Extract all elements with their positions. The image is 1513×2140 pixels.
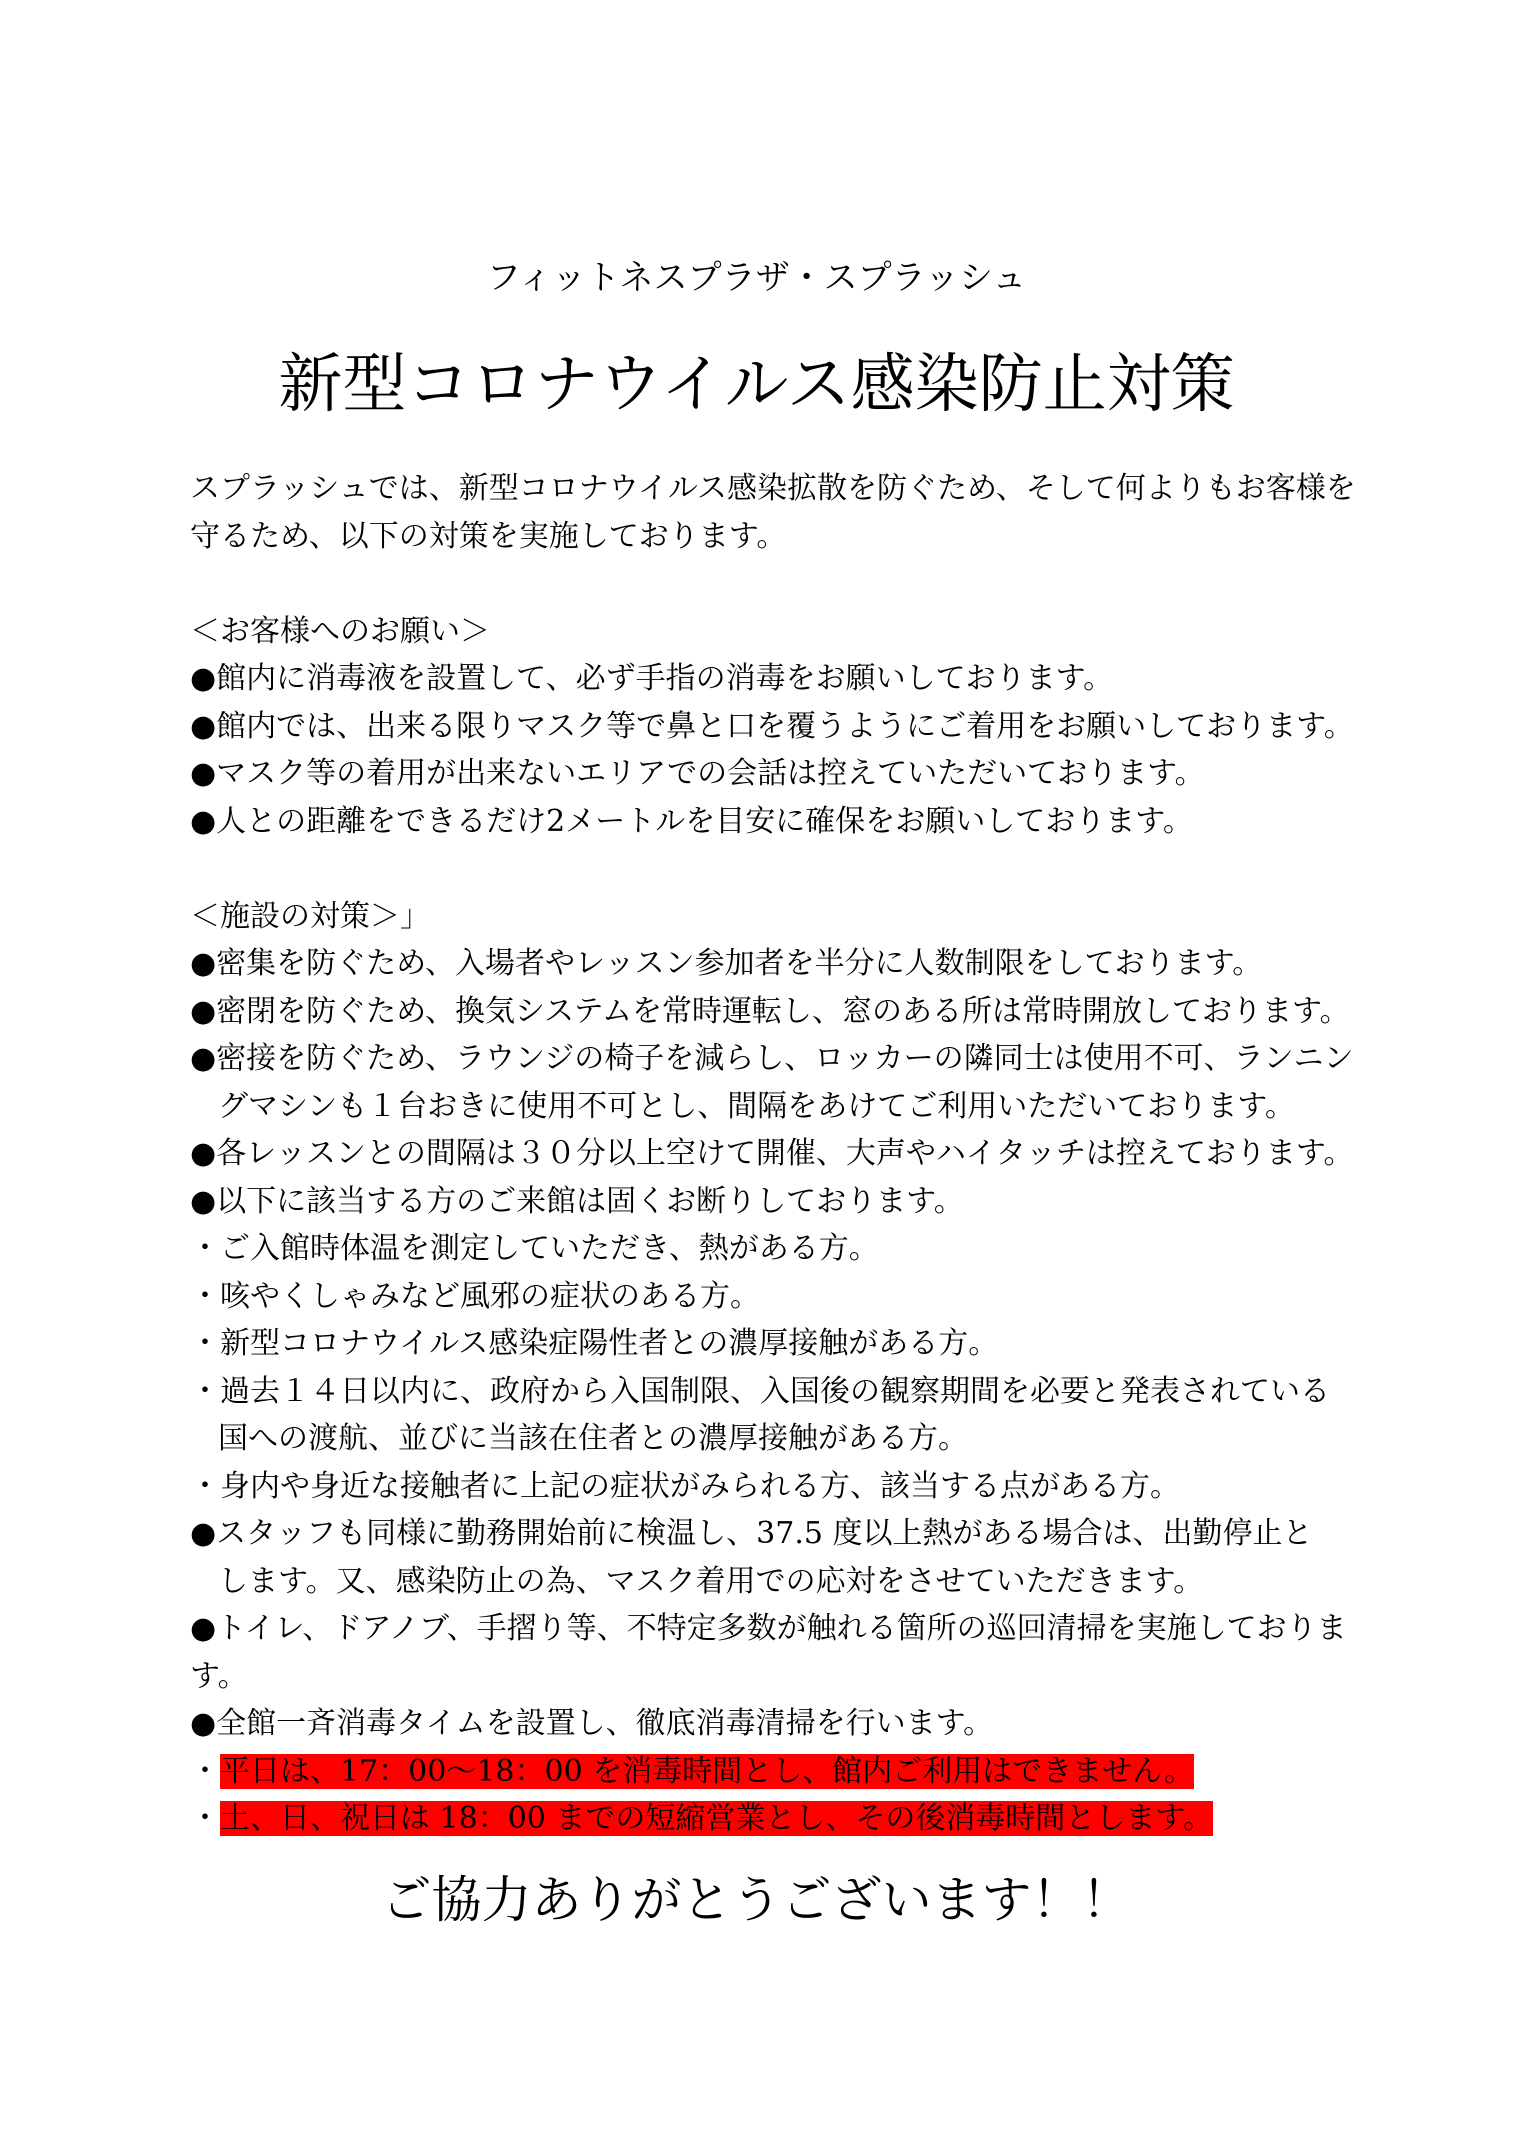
facility-name: フィットネスプラザ・スプラッシュ bbox=[486, 258, 1027, 298]
spacer bbox=[190, 845, 1340, 893]
facility-measure-line: グマシンも１台おきに使用不可とし、間隔をあけてご利用いただいております。 bbox=[218, 1088, 1295, 1124]
facility-measure-line: ●トイレ、ドアノブ、手摺り等、不特定多数が触れる箇所の巡回清掃を実施しておりま bbox=[190, 1611, 1347, 1646]
highlighted-notice-weekday: 平日は、17：00～18：00 を消毒時間とし、館内ご利用はできません。 bbox=[220, 1753, 1195, 1789]
facility-measure-line: します。又、感染防止の為、マスク着用での応対をさせていただきます。 bbox=[218, 1563, 1204, 1599]
highlight-line-weekday bbox=[190, 1748, 1340, 1796]
facility-measure-line: ●密集を防ぐため、入場者やレッスン参加者を半分に人数制限をしております。 bbox=[190, 946, 1263, 981]
refusal-condition-line: ・身内や身近な接触者に上記の症状がみられる方、該当する点がある方。 bbox=[190, 1468, 1180, 1504]
facility-measure-line: ●全館一斉消毒タイムを設置し、徹底消毒清掃を行います。 bbox=[190, 1706, 994, 1741]
spacer bbox=[190, 560, 1340, 608]
intro-line: スプラッシュでは、新型コロナウイルス感染拡散を防ぐため、そして何よりもお客様を bbox=[190, 471, 1356, 506]
refusal-condition-line: ・ご入館時体温を測定していただき、熱がある方。 bbox=[190, 1231, 879, 1266]
highlighted-notice-weekend: 土、日、祝日は 18：00 までの短縮営業とし、その後消毒時間とします。 bbox=[220, 1801, 1214, 1836]
highlight-line-weekend bbox=[190, 1795, 1340, 1843]
refusal-condition-line: ・咳やくしゃみなど風邪の症状のある方。 bbox=[190, 1278, 760, 1314]
facility-measure-line: ●密接を防ぐため、ラウンジの椅子を減らし、ロッカーの隣同士は使用不可、ランニン bbox=[190, 1041, 1354, 1076]
customer-section-heading: ＜お客様へのお願い＞ bbox=[190, 613, 490, 649]
refusal-condition-line: ・新型コロナウイルス感染症陽性者との濃厚接触がある方。 bbox=[190, 1326, 999, 1361]
customer-request-item: ●館内に消毒液を設置して、必ず手指の消毒をお願いしております。 bbox=[190, 661, 1114, 696]
customer-request-item: ●人との距離をできるだけ2メートルを目安に確保をお願いしております。 bbox=[190, 803, 1193, 839]
document-body bbox=[190, 465, 1356, 1843]
refusal-condition-line: 国への渡航、並びに当該在住者との濃厚接触がある方。 bbox=[218, 1421, 968, 1456]
bullet-dot: ・ bbox=[190, 1801, 220, 1836]
facility-measure-line: ●スタッフも同様に勤務開始前に検温し、37.5 度以上熱がある場合は、出勤停止と bbox=[190, 1516, 1313, 1551]
intro-line: 守るため、以下の対策を実施しております。 bbox=[190, 518, 787, 554]
customer-request-item: ●館内では、出来る限りマスク等で鼻と口を覆うようにご着用をお願いしております。 bbox=[190, 708, 1354, 744]
facility-measure-line: ●密閉を防ぐため、換気システムを常時運転し、窓のある所は常時開放しております。 bbox=[190, 993, 1350, 1029]
bullet-dot: ・ bbox=[190, 1753, 220, 1789]
closing-message: ご協力ありがとうございます！！ bbox=[381, 1871, 1132, 1929]
customer-request-item: ●マスク等の着用が出来ないエリアでの会話は控えていただいております。 bbox=[190, 756, 1205, 791]
page-title: 新型コロナウイルス感染防止対策 bbox=[278, 348, 1235, 422]
facility-measure-line: ●各レッスンとの間隔は３０分以上空けて開催、大声やハイタッチは控えております。 bbox=[190, 1136, 1354, 1171]
facility-measure-line: す。 bbox=[190, 1658, 248, 1694]
refusal-condition-line: ・過去１４日以内に、政府から入国制限、入国後の観察期間を必要と発表されている bbox=[190, 1373, 1330, 1409]
facility-measure-line: ●以下に該当する方のご来館は固くお断りしております。 bbox=[190, 1183, 964, 1219]
facility-section-heading: ＜施設の対策＞」 bbox=[190, 898, 430, 934]
